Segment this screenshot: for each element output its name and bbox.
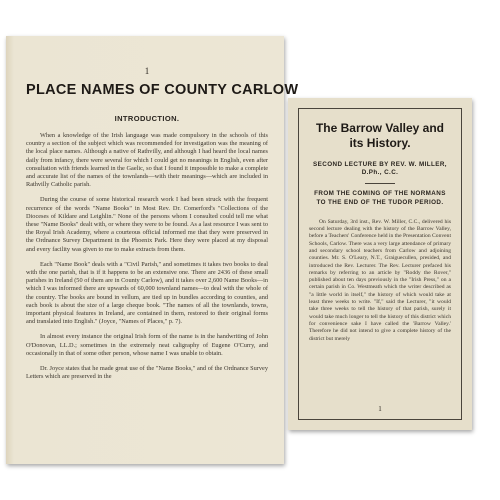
- intro-paragraph-1: When a knowledge of the Irish language was made compulsory in the schools of this country a section of the subject which was recommended for investigation was the meaning of the local place names. Although a native of Rathvilly, and although I had heard the local names daily from infancy, there were several for which I could get no meanings in English, even after consultation with friends learned in the Gaelic, so that I found it impossible to make a complete and accurate list of the names of the townlands—with their meanings—which are included in Rathvilly Catholic parish.: [26, 132, 268, 189]
- barrow-valley-pamphlet: [288, 98, 472, 430]
- intro-paragraph-2: During the course of some historical research work I had been struck with the frequent recurrence of the words "Name Books" in Most Rev. Dr. Comerford's "Collections of the Dioceses of Kildare and Leighlin." None of the persons whom I consulted could tell me what these "Name Books" dealt with, or where they were to be found. As a last resource I was sent to the Royal Irish Academy, where a courteous official informed me that they were preserved in the Ordnance Survey Department in the Phoenix Park. Here they were placed at my disposal and every facility was given to me to make extracts from them.: [26, 196, 268, 253]
- intro-paragraph-3: Each "Name Book" deals with a "Civil Parish," and sometimes it takes two books to deal with the one parish, that is if it happens to be an extensive one. There are 2436 of these small parishes in Ireland (50 of them are in County Carlow), and it takes over 2,600 Name Books—in which I was informed there are upwards of 60,000 townland names—to deal with the whole of the country. The books are bound in vellum, are tied up in bundles according to counties, and each book is about the size of a large cheque book. "The names of all the townlands, towns, important physical features in Ireland, are contained in them, restored to their original forms and translated into English." (Joyce, "Names of Places," p. 7).: [26, 260, 268, 326]
- divider-rule: [365, 183, 395, 184]
- lecture-subtitle: SECOND LECTURE BY REV. W. MILLER, D.Ph., C.C.: [313, 161, 447, 177]
- cover-border-frame: [298, 108, 462, 420]
- lecture-body: On Saturday, 3rd inst., Rev. W. Miller, C.C., delivered his second lecture dealing with the history of the Barrow Valley, before a Teachers' Conference held in the Presentation Convent Schools, Carlow. There was a very large attendance of primary and secondary school teachers from Carlow and adjoining counties. Mr. S. O'Leary, N.T., Graiguecullen, presided, and introduced the Rev. Lecturer. The Rev. Lecturer prefaced his remarks by referring to an article by "Roddy the Rover," published about ten days previously in the "Irish Press," on a certain parish in Co. Westmeath which the writer described as "a little world in itself," the history of which would take at least three weeks to write. "If," said the Lecturer, "it would take three weeks to tell the history of that parish, surely it would take much longer to tell the history of this district which for convenience sake I have called the 'Barrow Valley.' Therefore he did not intend to give a complete history of the district but merely: [309, 218, 451, 342]
- place-names-pamphlet: [6, 36, 299, 464]
- introduction-heading: INTRODUCTION.: [114, 114, 180, 123]
- intro-paragraph-5: Dr. Joyce states that he made great use of the "Name Books," and of the Ordnance Survey Letters which are preserved in the: [26, 365, 268, 381]
- right-title: The Barrow Valley and its History.: [315, 121, 445, 150]
- left-page-number: 1: [144, 66, 150, 76]
- left-title: PLACE NAMES OF COUNTY CARLOW: [26, 82, 299, 98]
- intro-paragraph-4: In almost every instance the original Irish form of the name is in the handwriting of John O'Donovan, LL.D.; sometimes in the extremely neat caligraphy of Eugene O'Curry, and occasionally in that of some other person, whose name I was unable to obtain.: [26, 333, 268, 357]
- period-subtitle: FROM THE COMING OF THE NORMANS TO THE END OF THE TUDOR PERIOD.: [314, 190, 446, 206]
- right-page-number: 1: [378, 405, 382, 413]
